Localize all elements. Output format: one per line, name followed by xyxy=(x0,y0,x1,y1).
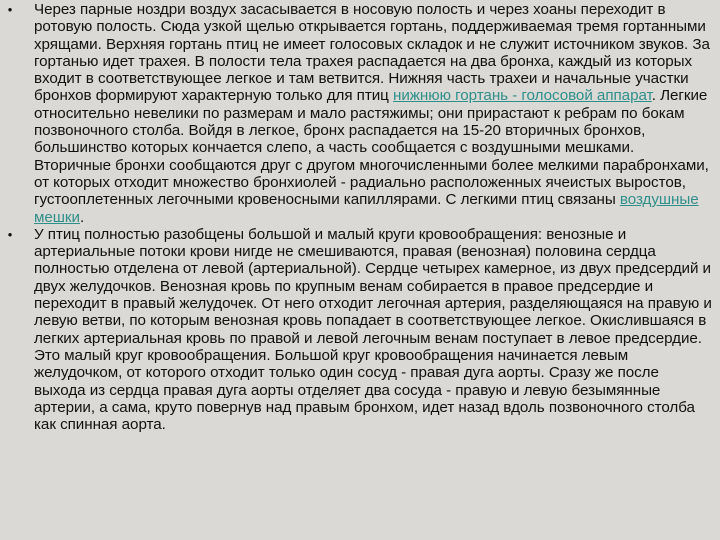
bullet-icon: • xyxy=(7,226,13,242)
paragraph-text-part: . xyxy=(79,208,85,226)
paragraph-text-part: Через парные ноздри воздух засасывается в носовую полость и через хоаны переходит в ротовую полость. Сюда узкой щелью открывается гортань, поддерживаемая тремя гортанными хрящами. Верхняя гортань птиц не имеет голосовых складок и не служит источником звуков. За гортанью идет трахея. В полости тела трахея распадается на два бронха, каждый из которых входит в соответствующее легкое и там ветвится. Нижняя часть трахеи и начальные участки бронхов формируют характерную только для птиц xyxy=(34,1,710,105)
paragraph-text-part: . Легкие относительно невелики по размерам и мало растяжимы; они прирастают к ребрам по бокам позвоночного столба. Войдя в легкое, бронх распадается на 15-20 вторичных бронхов, большинство которых кончается слепо, а часть сообщается с воздушными мешками. Вторичные бронхи сообщаются друг с другом многочисленными более мелкими парабронхами, от которых отходит множество бронхиолей - радиально расположенных ячеистых выростов, густооплетенных легочными кровеносными капиллярами. С легкими птиц связаны xyxy=(34,87,709,209)
bullet-icon: • xyxy=(7,2,13,17)
paragraph-text: У птиц полностью разобщены большой и малый круги кровообращения: венозные и артериальные потоки крови нигде не смешиваются, правая (венозная) половина сердца полностью отделена от левой (артериальной). Сердце четырех камерное, из двух предсердий и двух желудочков. Венозная кровь по крупным венам собирается в правое предсердие и переходит в правый желудочек. От него отходит легочная артерия, разделяющаяся на правую и левую ветви, по которым венозная кровь попадает в соответствующее легкое. Окислившаяся в легких артериальная кровь по правой и левой легочным венам поступает в левое предсердие. Это малый круг кровообращения. Большой круг кровообращения начинается левым желудочком, от которого отходит только один сосуд - правая дуга аорты. Сразу же после выхода из сердца правая дуга аорты отделяет два сосуда - правую и левую безымянные артерии, а сама, круто повернув над правым бронхом, идет назад вдоль позвоночного столба как спинная аорта. xyxy=(34,225,712,434)
link-air-sacs[interactable]: воздушные мешки xyxy=(34,191,699,226)
list-item-respiration xyxy=(0,1,720,226)
link-lower-larynx[interactable]: нижнюю гортань - голосовой аппарат xyxy=(393,87,652,105)
list-item-circulation xyxy=(0,226,720,434)
